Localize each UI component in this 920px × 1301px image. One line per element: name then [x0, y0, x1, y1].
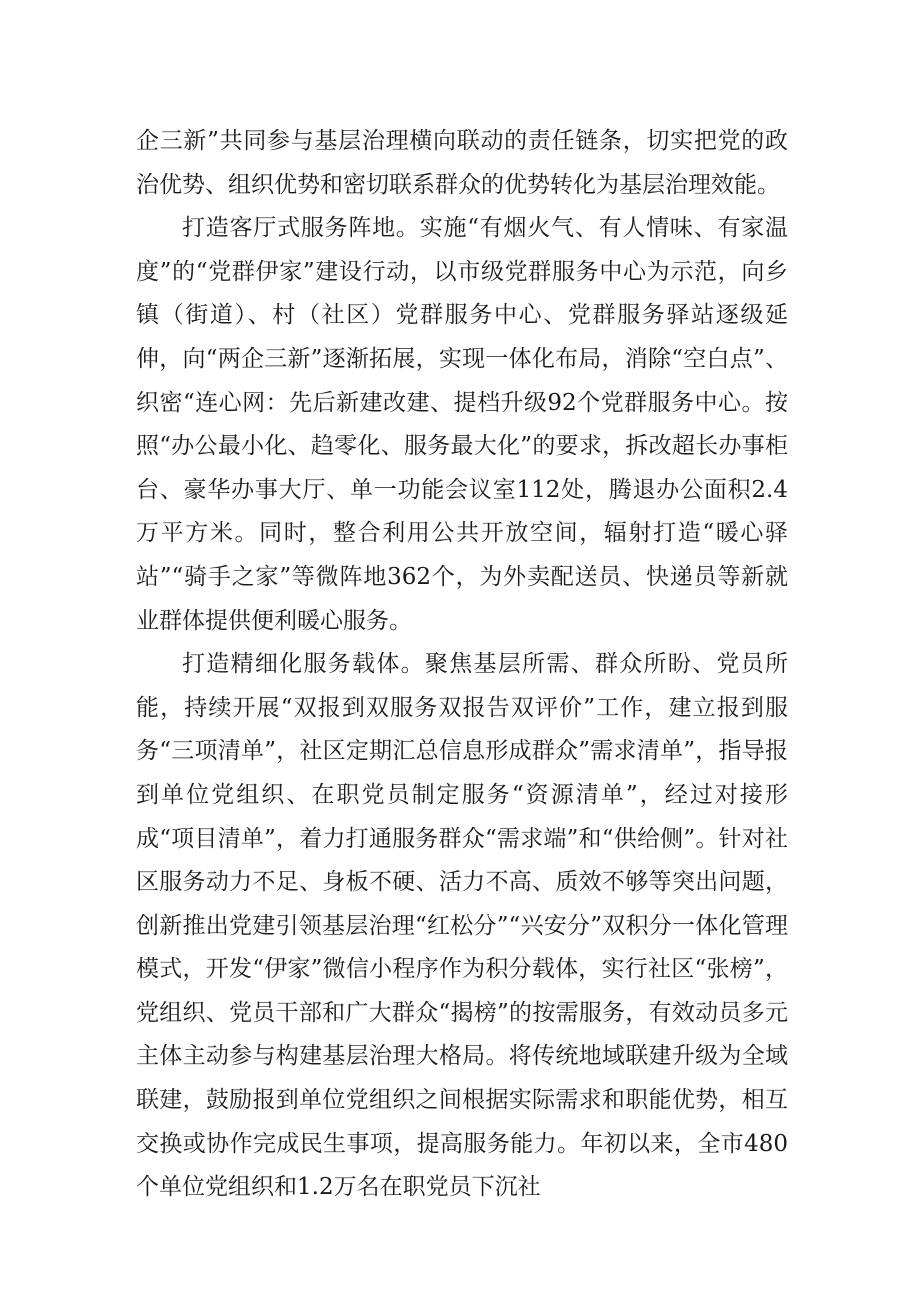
body-text — [136, 120, 788, 1210]
paragraph-service-carrier: 打造精细化服务载体。聚焦基层所需、群众所盼、党员所能，持续开展“双报到双服务双报告双评价”工作，建立报到服务“三项清单”，社区定期汇总信息形成群众”需求清单”，指导报到单位党组织、在职党员制定服务“资源清单”，经过对接形成“项目清单”，着力打通服务群众“需求端”和“供给侧”。针对社区服务动力不足、身板不硬、活力不高、质效不够等突出问题，创新推出党建引领基层治理“红松分”“兴安分”双积分一体化管理模式，开发“伊家”微信小程序作为积分载体，实行社区“张榜”，党组织、党员干部和广大群众“揭榜”的按需服务，有效动员多元主体主动参与构建基层治理大格局。将传统地域联建升级为全域联建，鼓励报到单位党组织之间根据实际需求和职能优势，相互交换或协作完成民生事项，提高服务能力。年初以来，全市480个单位党组织和1.2万名在职党员下沉社 — [136, 651, 788, 1201]
paragraph-continuation: 企三新”共同参与基层治理横向联动的责任链条，切实把党的政治优势、组织优势和密切联系群众的优势转化为基层治理效能。 — [136, 128, 788, 198]
paragraph-service-venue: 打造客厅式服务阵地。实施“有烟火气、有人情味、有家温度”的“党群伊家”建设行动，以市级党群服务中心为示范，向乡镇（街道）、村（社区）党群服务中心、党群服务驿站逐级延伸，向“两企三新”逐渐拓展，实现一体化布局，消除“空白点”、织密“连心网：先后新建改建、提档升级92个党群服务中心。按照“办公最小化、趋零化、服务最大化”的要求，拆改超长办事柜台、豪华办事大厅、单一功能会议室112处，腾退办公面积2.4万平方米。同时，整合利用公共开放空间，辐射打造“暖心驿站”“骑手之家”等微阵地362个，为外卖配送员、快递员等新就业群体提供便利暖心服务。 — [136, 215, 788, 634]
